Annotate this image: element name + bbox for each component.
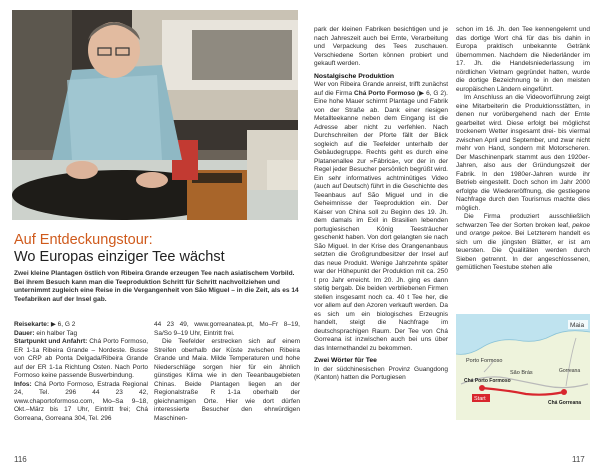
headline-black: Wo Europas einziger Tee wächst xyxy=(14,249,225,265)
text-column-4 xyxy=(456,26,590,273)
text-span: und xyxy=(456,230,470,237)
section-heading: Zwei Wörter für Tee xyxy=(314,357,377,364)
paragraph: Die Teefelder erstrecken sich auf einem Streifen oberhalb der Küste zwischen Ribeira Grande und Maia. Milde Temperaturen und hohe Niederschläge sorgen hier für ein ähnlich günstiges Klima wie in den Teeanbaugebieten Chinas. Beide Plantagen liegen an der Regionalstraße R 1-1a oberhalb der gleichnamigen Orte. Hier wie dort dürfen interessierte Besucher den ehrwürdigen Maschinen- xyxy=(154,338,300,422)
intro-paragraph: Zwei kleine Plantagen östlich von Ribeira Grande erzeugen Tee nach asiatischem Vorbild. Bei ihrem Besuch kann man die Teeproduktion Schritt für Schritt nachvollziehen und unternimmt zugleich eine Reise in die Vergangenheit von São Miguel – in die Zeit, als es 14 Teefabriken auf der Insel gab. xyxy=(14,270,299,303)
paragraph: Im Anschluss an die Videovorführung zeigt eine Mitarbeiterin die Produktionsstätten, in denen nur vorübergehend nach der Ernte gearbeitet wird. Diese erfolgt bei möglichst trockenem Wetter insgesamt drei- bis viermal zwischen April und September, und zwar nicht mehr von Hand, sondern mit Motorscheren. Der Maschinenpark stammt aus den 1920er-Jahren, also aus der Gründungszeit der Fabrik. In den 1980er-Jahren wurde ihr Betrieb eingestellt. Doch schon im Jahr 2000 erfolgte die Wiedereröffnung, die gestiegene Nachfrage durch den Tourismus machte dies möglich. xyxy=(456,94,590,212)
infos-text: Chá Porto Formoso, Estrada Regional 24, Tel. 296 44 23 42, www.chaportoformoso.com, Mo–Sa 9–18, Okt.–März bis 17 Uhr, Eintritt frei; Chá Gorreana, Gorreana 304, Tel. 296 xyxy=(14,380,148,422)
paragraph: In der südchinesischen Provinz Guangdong (Kanton) hatten die Portugiesen xyxy=(314,365,448,381)
italic-span: pekoe xyxy=(572,221,590,229)
place-maia: Maia xyxy=(570,322,585,329)
info-column xyxy=(14,321,148,423)
text-span: . Bei Letzterem handelt es sich um die jüngsten Blätter, er ist am teuersten. Die Qualitäten werden durch Sieben getrennt. In der angeschlossenen, gemütlichen Teestube stehen alle xyxy=(456,230,591,271)
dauer-text: ein halber Tag xyxy=(34,329,78,337)
reisekarte-label: Reisekarte: xyxy=(14,321,50,328)
paragraph xyxy=(314,81,448,353)
tea-sorting-photo xyxy=(12,10,298,220)
text-span: Wer von Ribeira Grande anreist, trifft zunächst auf die Firma xyxy=(314,81,448,97)
page-number-right: 117 xyxy=(572,455,585,464)
route-map xyxy=(456,314,590,420)
paragraph: schon im 16. Jh. den Tee kennengelernt und das dortige Wort chá für das bis dahin in Europa praktisch unbekannte Getränk übernommen. Nachdem die Niederländer im 17. Jh. die Handelsniederlassung im nördlichen Vietnam gegründet hatten, wurde die dortige Bezeichnung te in den meisten europäischen Ländern eingeführt. xyxy=(456,26,590,93)
italic-span: orange pekoe xyxy=(469,230,511,237)
start-text: Chá Porto Formoso, ER 1-1a Ribeira Grande – Nordeste. Busse von CRP ab Ponta Delgada/Ribeira Grande auf der ER 1-1a Richtung Osten. Nach Porto Formoso keine passende Busverbindung. xyxy=(14,338,149,379)
end-marker xyxy=(561,389,567,395)
dauer-label: Dauer: xyxy=(14,329,35,337)
infos-label: Infos: xyxy=(14,380,32,388)
poi-cha-porto-formoso: Chá Porto Formoso xyxy=(464,378,511,384)
start-label: Startpunkt und Anfahrt: xyxy=(14,338,88,345)
text-column-3 xyxy=(314,26,448,383)
page-number-left: 116 xyxy=(14,455,27,464)
paragraph: 44 23 49, www.gorreanatea.pt, Mo–Fr 8–19, Sa/So 9–19 Uhr, Eintritt frei. xyxy=(154,321,300,337)
text-span: Die Firma produziert ausschließlich schwarzen Tee der Sorten broken leaf, xyxy=(456,213,590,229)
section-heading: Nostalgische Produktion xyxy=(314,72,395,80)
headline-orange: Auf Entdeckungstour: xyxy=(14,232,153,248)
text-column-2 xyxy=(154,321,300,423)
start-marker xyxy=(479,385,485,391)
place-sao-bras: São Brás xyxy=(510,370,533,376)
bold-span: Chá Porto Formoso xyxy=(354,89,415,97)
reisekarte-text: ▶ 6, G 2 xyxy=(49,321,76,328)
paragraph: park der kleinen Fabriken besichtigen und je nach Jahreszeit auch bei Ernte, Verarbeitung und Verpackung des Tees zuschauen. Verschiedene Sorten können probiert und gekauft werden. xyxy=(314,26,448,67)
place-gorreana: Gorreana xyxy=(559,368,581,374)
place-porto-formoso: Porto Formoso xyxy=(466,358,503,364)
paragraph xyxy=(456,213,590,273)
poi-cha-gorreana: Chá Gorreana xyxy=(548,400,582,406)
start-label: Start xyxy=(474,396,486,402)
text-span: (▶ 6, G 2). Eine hohe Mauer schirmt Plantage und Fabrik von der Straße ab. Dank einer riesigen Metallteekanne neben dem Eingang ist die Adresse aber nicht zu verfehlen. Nach Durchschreiten der Pforte fällt der Blick sogleich auf die Teefelder unterhalb der Gebäudegruppe. Rechts geht es durch eine Platanenallee zur »Fábrica«, vor der in der Regel jeder Besucher persönlich begrüßt wird. Ein sehr informatives achtminütiges Video (auch auf Deutsch) führt in die Geschichte des Teeanbaus auf São Miguel und in die Geheimnisse der Teeproduktion ein. Der Kaiser von China soll zu Beginn des 19. Jh. dem damals im Exil in Brasilien lebenden portugiesischen König Teesträucher geschenkt haben. Von dort gelangten sie nach São Miguel. In der Krise des Orangenanbaus setzten die Großgrundbesitzer der Insel auf das neue Produkt. Wenige Jahrzehnte später war der Höhepunkt der Produktion mit ca. 250 t pro Jahr erreicht. Im 20. Jh. ging es dann stetig bergab. Die beiden verbliebenen Firmen stellen insgesamt noch ca. 40 t Tee her, die vor allem auf den Azoren verkauft werden. Da es sich um ein biologisches Erzeugnis handelt, steigt die Nachfrage im deutschsprachigen Raum. Der Tee von Chá Gorreana ist inzwischen auch bei uns über das Internethandel zu bekommen. xyxy=(314,89,448,352)
